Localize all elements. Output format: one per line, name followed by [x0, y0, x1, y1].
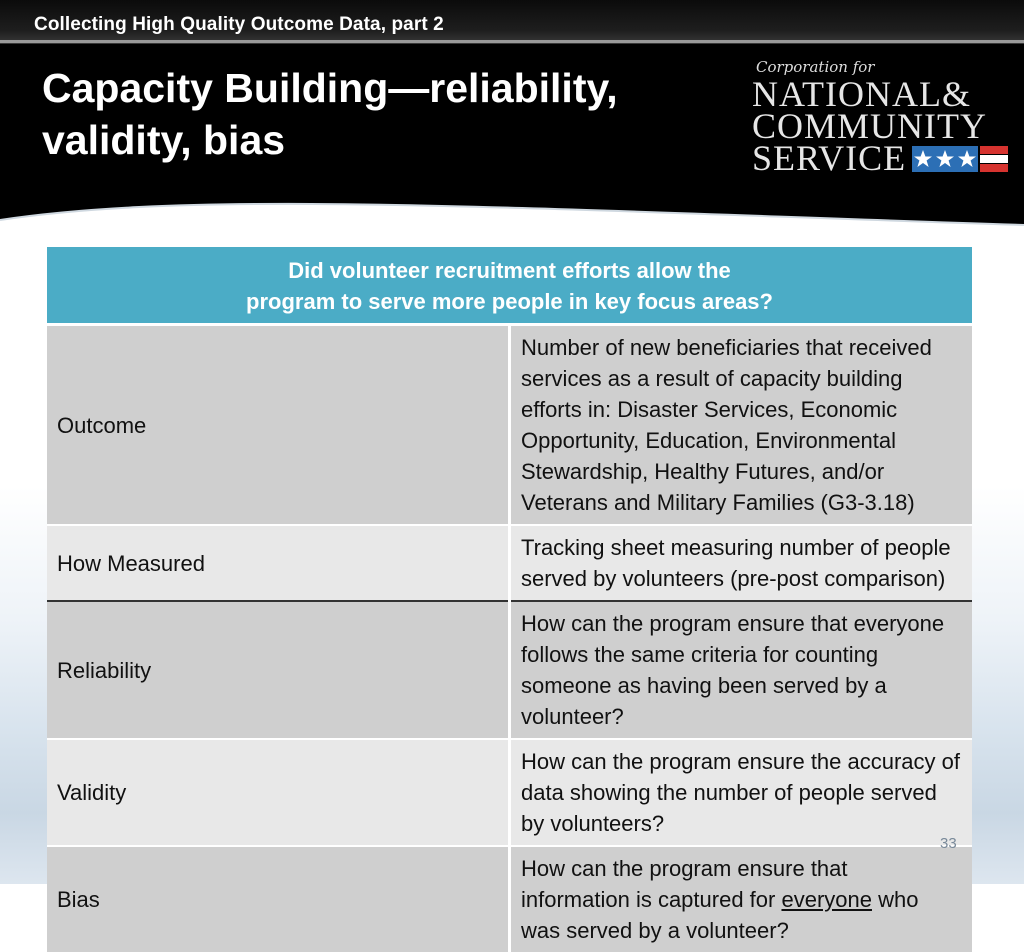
row-text-validity: How can the program ensure the accuracy of data showing the number of people served by volunteers? [510, 739, 973, 846]
table-row-how-measured [47, 525, 972, 601]
table-row-reliability [47, 601, 972, 739]
row-label-outcome: Outcome [47, 325, 510, 526]
bias-text-after: who was served by a volunteer? [521, 887, 919, 943]
header-curve [0, 150, 1024, 230]
table-header-line-1: Did volunteer recruitment efforts allow the [288, 258, 731, 283]
row-label-validity: Validity [47, 739, 510, 846]
bias-text-before: How can the program ensure that information is captured for [521, 856, 848, 912]
table-header [47, 247, 972, 325]
slide-subtitle: Collecting High Quality Outcome Data, part 2 [34, 14, 444, 35]
outcome-table-grid [47, 247, 972, 952]
row-label-how-measured: How Measured [47, 525, 510, 601]
logo-community: COMMUNITY [752, 106, 988, 146]
row-text-bias [510, 846, 973, 952]
row-label-bias: Bias [47, 846, 510, 952]
page-number: 33 [940, 835, 957, 852]
logo-service: SERVICE [752, 138, 907, 178]
table-header-line-2: program to serve more people in key focus areas? [246, 289, 773, 314]
table-row-outcome [47, 325, 972, 526]
slide-title-line-1: Capacity Building—reliability, [42, 65, 618, 111]
row-text-reliability: How can the program ensure that everyone follows the same criteria for counting someone as having been served by a volunteer? [510, 601, 973, 739]
logo-corporation-for: Corporation for [756, 58, 875, 76]
table-row-validity [47, 739, 972, 846]
row-label-reliability: Reliability [47, 601, 510, 739]
subtitle-divider [0, 40, 1024, 43]
outcome-table [47, 247, 972, 952]
bias-text-underlined: everyone [781, 887, 872, 912]
slide-title-line-2: validity, bias [42, 117, 286, 163]
logo-national: NATIONAL& [752, 74, 971, 114]
table-row-bias [47, 846, 972, 952]
row-text-outcome: Number of new beneficiaries that received services as a result of capacity building efforts in: Disaster Services, Economic Opportunity, Education, Environmental Stewardship, Healthy Futures, and/or Veterans and Military Families (G3-3.18) [510, 325, 973, 526]
row-text-how-measured: Tracking sheet measuring number of people served by volunteers (pre-post comparison) [510, 525, 973, 601]
